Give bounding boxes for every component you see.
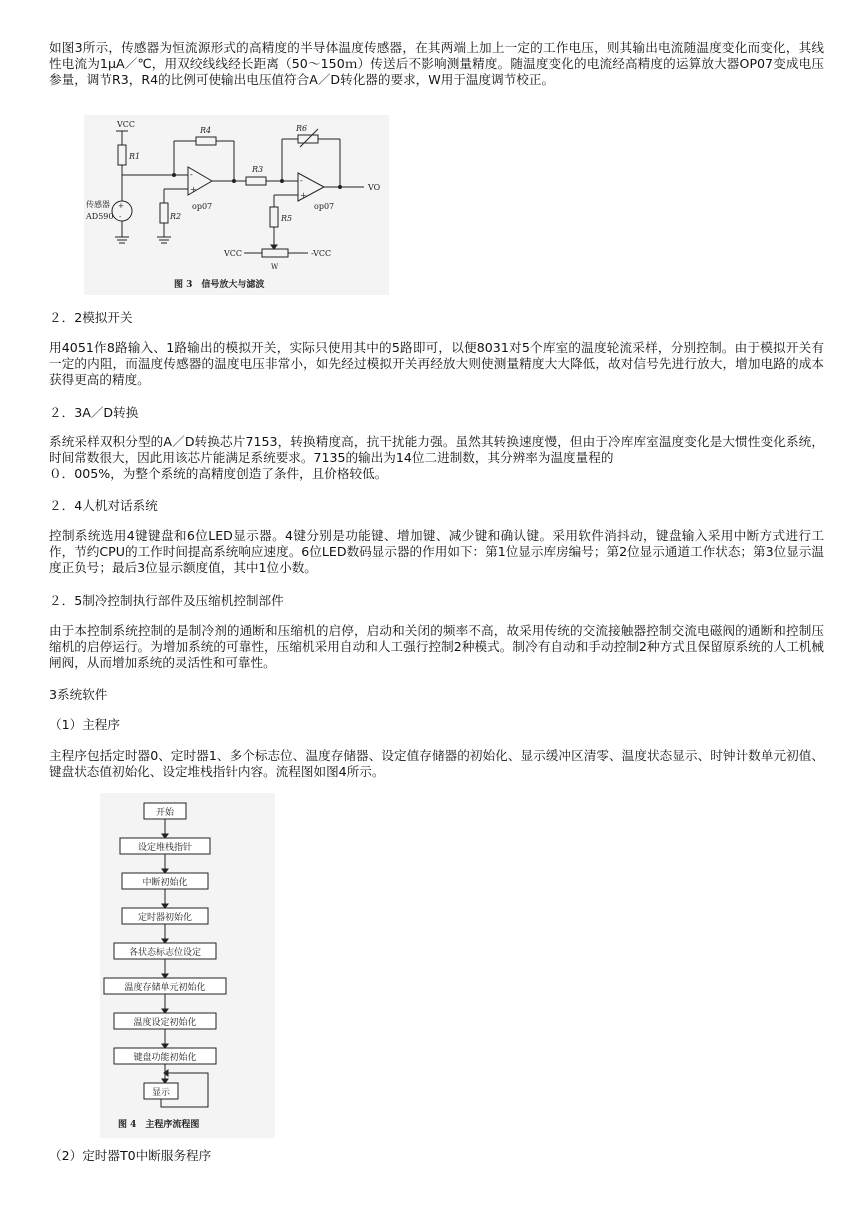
op2-plus: + [300, 191, 307, 200]
op1-label: op07 [192, 202, 213, 211]
flow-step-interrupt-init [122, 873, 208, 889]
main-program-paragraph: 主程序包括定时器0、定时器1、多个标志位、温度存储器、设定值存储器的初始化、显示缓冲区清零、温度状态显示、时钟计数单元初值、键盘状态值初始化、设定堆栈指针内容。流程图如图4所示。 [49, 748, 824, 779]
op1-minus: - [190, 170, 193, 179]
potentiometer-w [262, 249, 288, 257]
svg-text:开始: 开始 [155, 808, 175, 818]
section-2-5-paragraph: 由于本控制系统控制的是制冷剂的通断和压缩机的启停，启动和关闭的频率不高，故采用传统的交流接触器控制交流电磁阀的通断和控制压缩机的启停运行。为增加系统的可靠性，压缩机采用自动和人工强行控制2种模式。制冷有自动和手动控制2种方式且保留原系统的人工机械闸阀，从而增加系统的灵活性和可靠性。 [49, 623, 824, 670]
figure-3-circuit [84, 115, 389, 295]
section-2-3-paragraph: 系统采样双积分型的A／D转换芯片7153，转换精度高，抗干扰能力强。虽然其转换速度慢，但由于冷库库室温度变化是大惯性变化系统，时间常数很大，因此用该芯片能满足系统要求。7135的输出为14位二进制数，其分辨率为温度量程的 [49, 434, 824, 465]
flow-step-display [144, 1083, 178, 1099]
section-2-5-heading: ２．5制冷控制执行部件及压缩机控制部件 [49, 593, 284, 608]
section-2-3-heading: ２．3A／D转换 [49, 405, 139, 420]
flow-step-keyboard-init [114, 1048, 216, 1064]
resistor-r5 [270, 207, 278, 227]
section-2-2-paragraph: 用4051作8路输入、1路输出的模拟开关，实际只使用其中的5路即可，以便8031对5个库室的温度轮流采样，分别控制。由于模拟开关有一定的内阻，而温度传感器的温度电压非常小，如先经过模拟开关再经放大则使测量精度大大降低，故对信号先进行放大，增加电路的成本获得更高的精度。 [49, 340, 824, 387]
flow-step-start [144, 803, 186, 819]
figure-3-caption: 图 3 信号放大与滤波 [174, 280, 265, 290]
figure-4-caption: 图 4 主程序流程图 [118, 1120, 200, 1130]
vcc-left-label: VCC [224, 249, 243, 258]
flow-step-temp-storage-init [104, 978, 226, 994]
vo-label: VO [368, 183, 381, 192]
svg-text:键盘功能初始化: 键盘功能初始化 [133, 1053, 197, 1063]
svg-text:+: + [118, 202, 124, 210]
flow-step-set-stack-pointer [120, 838, 210, 854]
intro-paragraph: 如图3所示，传感器为恒流源形式的高精度的半导体温度传感器，在其两端上加上一定的工作电压，则其输出电流随温度变化而变化，其线性电流为1μA／℃，用双绞线线经长距离（50～150ｍ）传送后不影响测量精度。随温度变化的电流经高精度的运算放大器OP07变成电压参量，调节R3，R4的比例可使输出电压值符合A／D转化器的要求，W用于温度调节校正。 [49, 40, 824, 87]
sensor-model-label: AD590 [86, 212, 114, 221]
r3-label: R3 [252, 165, 264, 174]
svg-text:定时器初始化: 定时器初始化 [137, 913, 193, 923]
section-2-4-paragraph: 控制系统选用4键键盘和6位LED显示器。4键分别是功能键、增加键、减少键和确认键。采用软件消抖动，键盘输入采用中断方式进行工作，节约CPU的工作时间提高系统响应速度。6位LED数码显示器的作用如下：第1位显示库房编号；第2位显示通道工作状态；第3位显示温度正负号；最后3位显示额度值，其中1位小数。 [49, 528, 824, 575]
section-2-4-heading: ２．4人机对话系统 [49, 498, 158, 513]
flow-step-temp-setting-init [114, 1013, 216, 1029]
resistor-r4 [196, 137, 216, 145]
section-2-2-heading: ２．2模拟开关 [49, 310, 133, 325]
resistor-r1 [118, 145, 126, 165]
resistor-r3 [246, 177, 266, 185]
resistor-r2 [160, 203, 168, 223]
figure-4-flowchart [100, 793, 275, 1138]
r1-label: R1 [129, 152, 141, 161]
r2-label: R2 [170, 212, 182, 221]
svg-text:各状态标志位设定: 各状态标志位设定 [128, 948, 202, 958]
r5-label: R5 [281, 214, 293, 223]
op2-minus: - [300, 176, 303, 185]
op1-plus: + [190, 185, 197, 194]
svg-text:显示: 显示 [151, 1088, 171, 1098]
sensor-label: 传感器 [86, 200, 110, 209]
main-program-heading: （1）主程序 [49, 717, 120, 732]
timer-interrupt-heading: （2）定时器T0中断服务程序 [49, 1148, 212, 1163]
vcc-top-label: VCC [117, 120, 136, 129]
r4-label: R4 [200, 126, 212, 135]
section-2-3-paragraph-cont: ０．005%，为整个系统的高精度创造了条件，且价格较低。 [49, 466, 388, 481]
svg-text:设定堆栈指针: 设定堆栈指针 [137, 843, 193, 853]
flow-step-flags-set [114, 943, 216, 959]
svg-text:温度设定初始化: 温度设定初始化 [133, 1018, 197, 1028]
op2-label: op07 [314, 202, 335, 211]
flow-step-timer-init [122, 908, 208, 924]
section-3-heading: 3系统软件 [49, 687, 108, 702]
svg-text:中断初始化: 中断初始化 [142, 878, 188, 888]
vcc-right-label: -VCC [311, 249, 332, 258]
svg-text:温度存储单元初始化: 温度存储单元初始化 [124, 983, 206, 993]
r6-label: R6 [296, 124, 308, 133]
svg-text:-: - [119, 213, 122, 221]
w-label: W [271, 263, 279, 271]
